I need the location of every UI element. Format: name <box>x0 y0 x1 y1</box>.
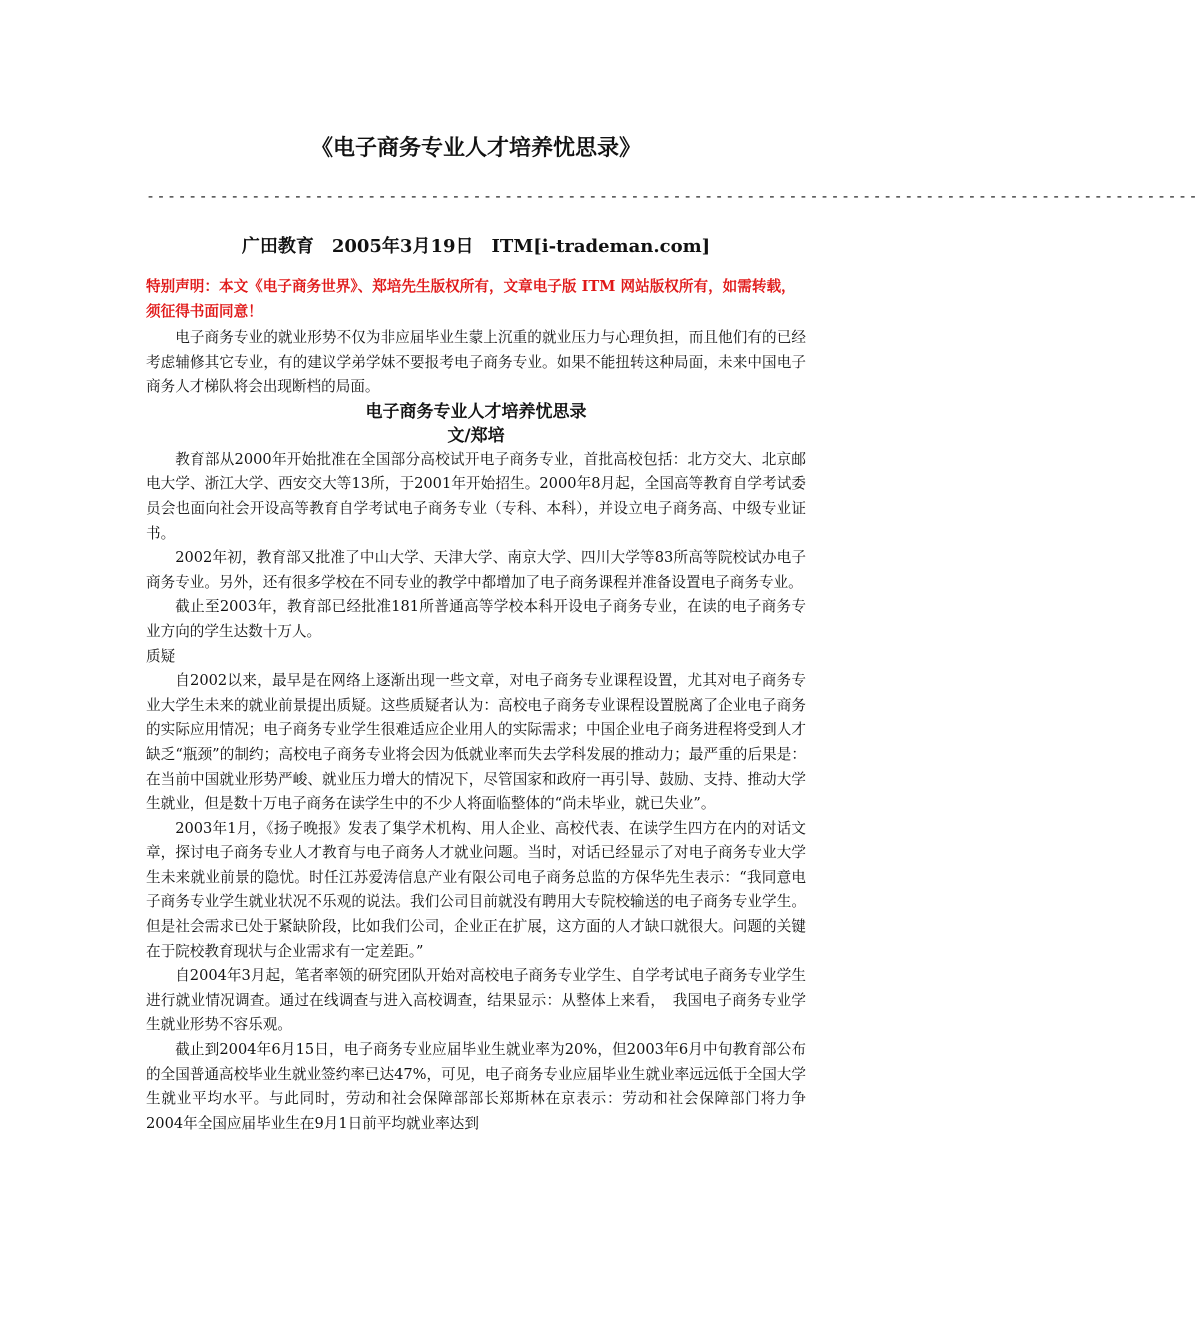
paragraph: 截止至2003年，教育部已经批准181所普通高等学校本科开设电子商务专业，在读的电子商务专业方向的学生达数十万人。 <box>146 598 806 640</box>
byline: 广田教育 2005年3月19日 ITM[i-trademan.com] <box>241 236 711 257</box>
paragraph: 自2004年3月起，笔者率领的研究团队开始对高校电子商务专业学生、自学考试电子商务专业学生进行就业情况调查。通过在线调查与进入高校调查，结果显示：从整体上来看， 我国电子商务专业学生就业形势不容乐观。 <box>146 967 806 1034</box>
paragraph: 2002年初，教育部又批准了中山大学、天津大学、南京大学、四川大学等83所高等院校试办电子商务专业。另外，还有很多学校在不同专业的教学中都增加了电子商务课程并准备设置电子商务专业。 <box>146 549 806 591</box>
article-body <box>146 326 806 1136</box>
paragraph: 截止到2004年6月15日，电子商务专业应届毕业生就业率为20%，但2003年6月中旬教育部公布的全国普通高校毕业生就业签约率已达47%，可见，电子商务专业应届毕业生就业率远远低于全国大学生就业平均水平。与此同时，劳动和社会保障部部长郑斯林在京表示：劳动和社会保障部门将力争2004年全国应届毕业生在9月1日前平均就业率达到 <box>146 1041 806 1132</box>
document-title: 《电子商务专业人才培养忧思录》 <box>310 136 641 161</box>
article-author: 文/郑培 <box>447 425 505 446</box>
paragraph: 2003年1月，《扬子晚报》发表了集学术机构、用人企业、高校代表、在读学生四方在内的对话文章，探讨电子商务专业人才教育与电子商务人才就业问题。当时，对话已经显示了对电子商务专业大学生未来就业前景的隐忧。时任江苏爱涛信息产业有限公司电子商务总监的方保华先生表示：“我同意电子商务专业学生就业状况不乐观的说法。我们公司目前就没有聘用大专院校输送的电子商务专业学生。但是社会需求已处于紧缺阶段，比如我们公司，企业正在扩展，这方面的人才缺口就很大。问题的关键在于院校教育现状与企业需求有一定差距。” <box>146 819 806 960</box>
separator-line: ---------------------------------------------------------------------------------------------------- <box>146 187 1199 205</box>
document-page <box>146 0 1199 1344</box>
copyright-notice: 特别声明：本文《电子商务世界》、郑培先生版权所有，文章电子版 ITM 网站版权所有，如需转载，须征得书面同意！ <box>146 278 796 320</box>
intro-paragraph: 电子商务专业的就业形势不仅为非应届毕业生蒙上沉重的就业压力与心理负担，而且他们有的已经考虑辅修其它专业，有的建议学弟学妹不要报考电子商务专业。如果不能扭转这种局面，未来中国电子商务人才梯队将会出现断档的局面。 <box>146 329 806 396</box>
paragraph: 自2002以来，最早是在网络上逐渐出现一些文章，对电子商务专业课程设置，尤其对电子商务专业大学生未来的就业前景提出质疑。这些质疑者认为：高校电子商务专业课程设置脱离了企业电子商务的实际应用情况；电子商务专业学生很难适应企业用人的实际需求；中国企业电子商务进程将受到人才缺乏“瓶颈”的制约；高校电子商务专业将会因为低就业率而失去学科发展的推动力；最严重的后果是：在当前中国就业形势严峻、就业压力增大的情况下，尽管国家和政府一再引导、鼓励、支持、推动大学生就业，但是数十万电子商务在读学生中的不少人将面临整体的“尚未毕业，就已失业”。 <box>146 672 806 813</box>
paragraph: 教育部从2000年开始批准在全国部分高校试开电子商务专业，首批高校包括：北方交大、北京邮电大学、浙江大学、西安交大等13所，于2001年开始招生。2000年8月起，全国高等教育自学考试委员会也面向社会开设高等教育自学考试电子商务专业（专科、本科），并设立电子商务高、中级专业证书。 <box>146 450 806 542</box>
section-label: 质疑 <box>146 647 176 665</box>
article-subtitle: 电子商务专业人才培养忧思录 <box>365 401 587 422</box>
